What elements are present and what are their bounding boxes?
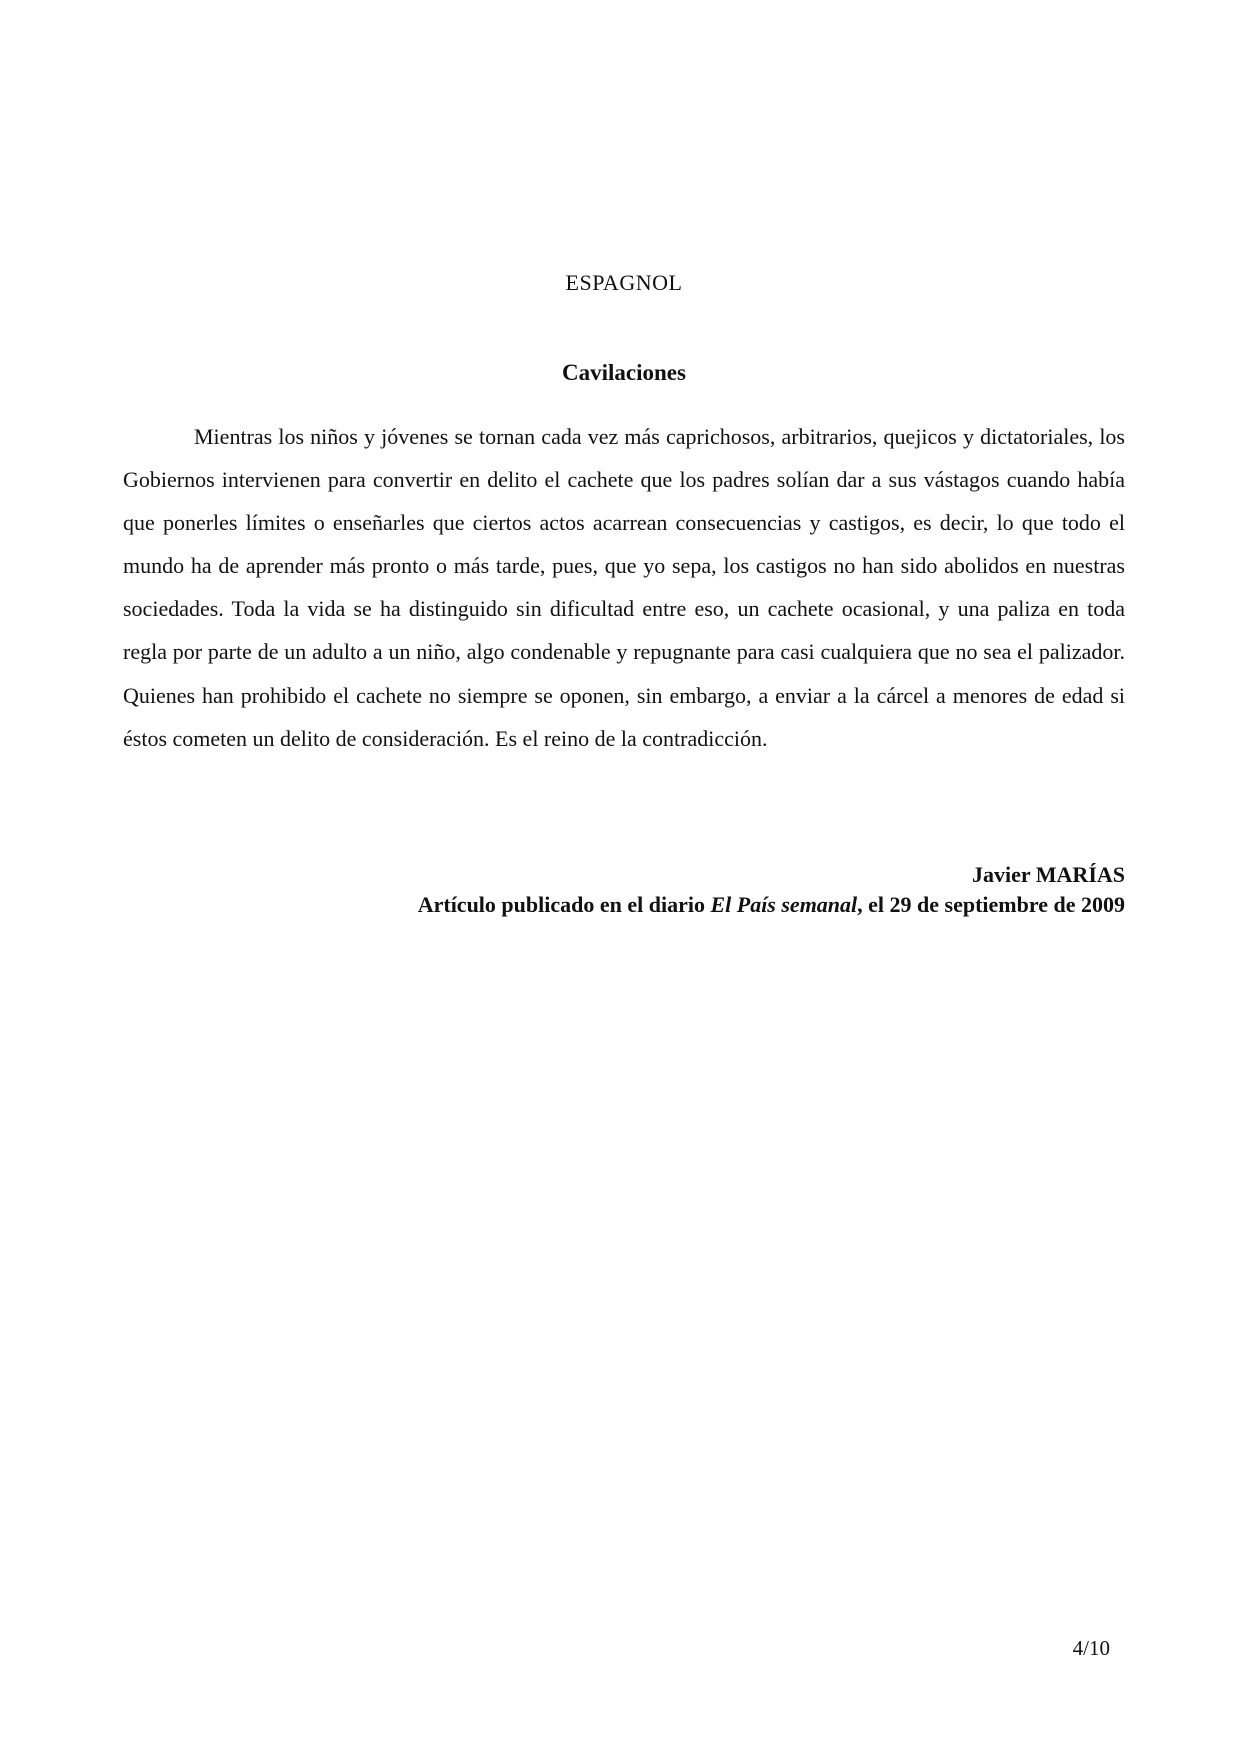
article-body: Mientras los niños y jóvenes se tornan cada vez más caprichosos, arbitrarios, quejicos y dictatoriales, los Gobiernos intervienen para convertir en delito el cachete que los padres solían dar a sus vástagos cuando había que ponerles límites o enseñarles que ciertos actos acarrean consecuencias y castigos, es decir, lo que todo el mundo ha de aprender más pronto o más tarde, pues, que yo sepa, los castigos no han sido abolidos en nuestras sociedades. Toda la vida se ha distinguido sin dificultad entre eso, un cachete ocasional, y una paliza en toda regla por parte de un adulto a un niño, algo condenable y repugnante para casi cualquiera que no sea el palizador. Quienes han prohibido el cachete no siempre se oponen, sin embargo, a enviar a la cárcel a menores de edad si éstos cometen un delito de consideración. Es el reino de la contradicción. xyxy=(123,424,1125,751)
page-number: 4/10 xyxy=(1072,1636,1110,1660)
author-name: Javier MARÍAS xyxy=(972,862,1125,887)
publication-citation xyxy=(418,890,1125,920)
signature-block xyxy=(418,860,1125,920)
section-label: ESPAGNOL xyxy=(565,270,683,295)
publication-name: El País semanal xyxy=(710,892,858,917)
article-title: Cavilaciones xyxy=(562,360,686,385)
citation-prefix: Artículo publicado en el diario xyxy=(417,892,711,917)
citation-suffix: , el 29 de septiembre de 2009 xyxy=(857,892,1125,917)
